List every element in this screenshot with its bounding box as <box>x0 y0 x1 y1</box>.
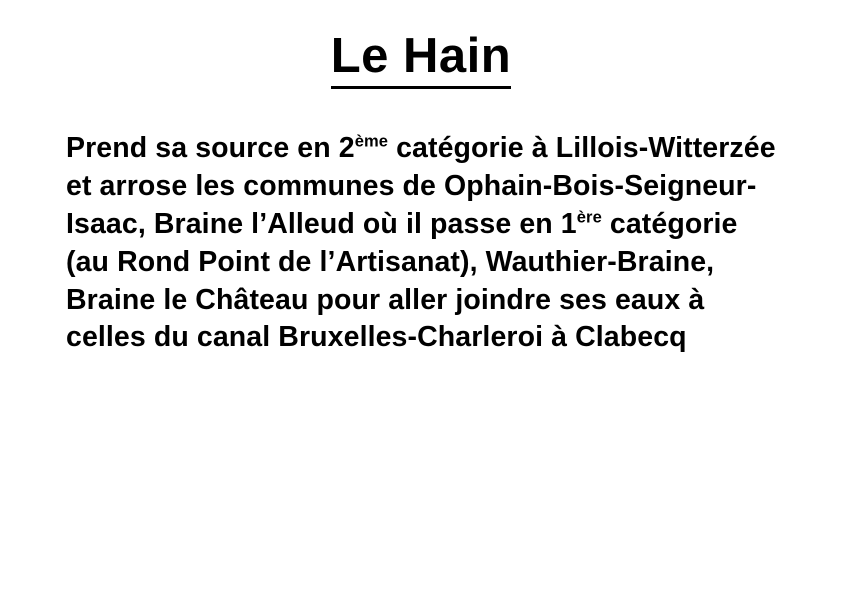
page-title-text: Le Hain <box>331 30 511 89</box>
body-text-run: catégorie (au Rond Point de l’Artisanat), Wauthier-Braine, Braine le Château pour aller joindre ses eaux à celles du canal Bruxelles-Charleroi à Clabecq <box>66 207 738 354</box>
body-superscript: ère <box>576 207 602 227</box>
body-text-run: catégorie à Lillois-Witterzée et arrose les communes de Ophain-Bois-Seigneur-Isaac, Braine l’Alleud où il passe en 1 <box>66 132 776 240</box>
page-title <box>0 30 842 89</box>
body-superscript: ème <box>354 131 389 151</box>
body-text-run: Prend sa source en 2 <box>66 132 355 164</box>
body-paragraph <box>66 130 786 357</box>
